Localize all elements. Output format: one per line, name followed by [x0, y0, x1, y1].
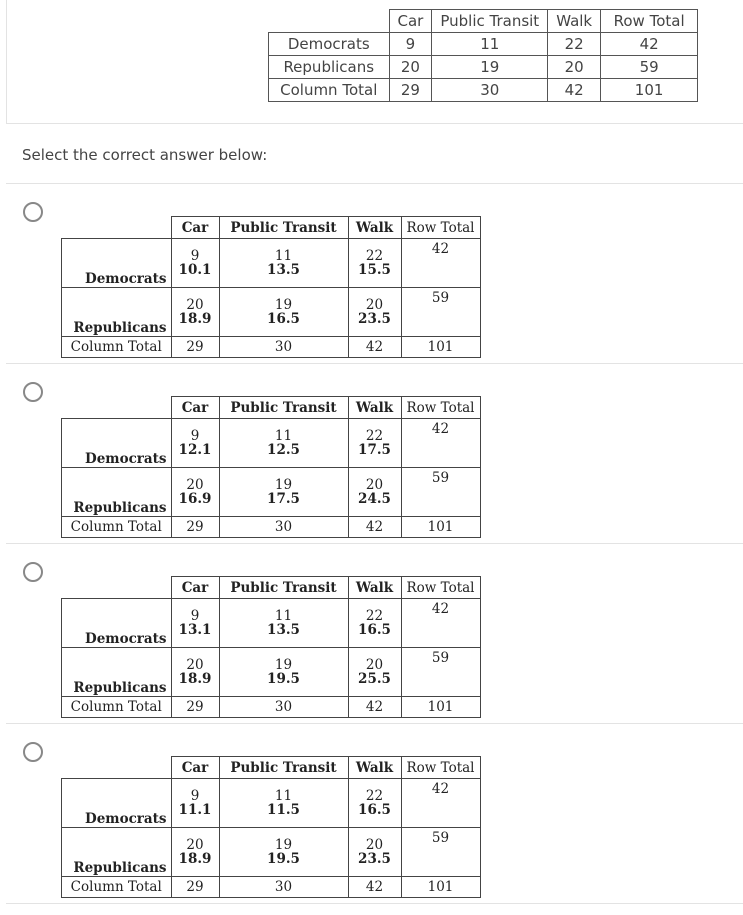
table-header-row	[62, 397, 481, 419]
answer-table	[61, 396, 481, 538]
header-cell: Walk	[348, 397, 401, 419]
row-total: 59	[401, 648, 480, 697]
cell-stack	[224, 298, 344, 326]
table-cell: 9	[389, 33, 432, 56]
cell-stack	[176, 249, 215, 277]
row-label: Republicans	[62, 468, 172, 517]
header-cell: Car	[171, 577, 219, 599]
header-cell: Public Transit	[432, 10, 548, 33]
header-cell: Public Transit	[219, 577, 348, 599]
row-total: 42	[401, 599, 480, 648]
table-cell: 101	[401, 517, 480, 538]
answer-table	[61, 756, 481, 898]
header-cell: Car	[171, 217, 219, 239]
table-row	[269, 79, 698, 102]
radio-button[interactable]	[23, 562, 43, 582]
cell-stack	[224, 838, 344, 866]
row-label: Column Total	[62, 337, 172, 358]
cell-stack	[224, 789, 344, 817]
expected-value: 10.1	[178, 262, 212, 278]
table-cell: 101	[401, 337, 480, 358]
column-total-row	[62, 517, 481, 538]
expected-value: 13.1	[178, 622, 212, 638]
table-row	[269, 56, 698, 79]
row-label: Column Total	[269, 79, 390, 102]
expected-value: 16.5	[358, 802, 391, 818]
table-cell: 22	[548, 33, 601, 56]
table-cell: 42	[548, 79, 601, 102]
table-cell: 29	[171, 517, 219, 538]
table-cell: 20	[389, 56, 432, 79]
panel-border	[6, 0, 7, 123]
row-label: Republicans	[62, 648, 172, 697]
table-cell	[171, 239, 219, 288]
blank-cell	[62, 217, 172, 239]
table-cell	[348, 599, 401, 648]
expected-value: 24.5	[358, 491, 391, 507]
row-label: Democrats	[269, 33, 390, 56]
cell-stack	[176, 478, 215, 506]
table-row	[62, 239, 481, 288]
table-cell: 29	[171, 697, 219, 718]
expected-value: 19.5	[267, 671, 300, 687]
table-cell: 42	[348, 877, 401, 898]
table-cell	[219, 779, 348, 828]
expected-value: 16.9	[178, 491, 212, 507]
observed-value: 9	[190, 608, 200, 624]
table-cell: 29	[171, 337, 219, 358]
observed-value: 11	[274, 428, 293, 444]
table-row	[62, 419, 481, 468]
table-cell: 101	[401, 877, 480, 898]
cell-stack	[224, 658, 344, 686]
table-cell	[348, 648, 401, 697]
header-cell: Public Transit	[219, 397, 348, 419]
table-header-row	[62, 577, 481, 599]
row-total: 42	[401, 419, 480, 468]
observed-value: 22	[365, 248, 384, 264]
table-cell: 11	[432, 33, 548, 56]
blank-cell	[62, 757, 172, 779]
table-row	[62, 779, 481, 828]
observed-value: 20	[186, 837, 204, 853]
cell-stack	[353, 838, 397, 866]
table-row	[269, 33, 698, 56]
answer-option-3[interactable]	[6, 543, 743, 723]
header-cell: Walk	[348, 217, 401, 239]
expected-value: 18.9	[178, 311, 212, 327]
header-cell: Car	[171, 757, 219, 779]
header-cell: Car	[171, 397, 219, 419]
row-label: Democrats	[62, 779, 172, 828]
row-label: Republicans	[269, 56, 390, 79]
observed-value: 19	[274, 657, 293, 673]
table-row	[62, 288, 481, 337]
cell-stack	[353, 249, 397, 277]
answer-table	[61, 216, 481, 358]
table-cell: 42	[348, 517, 401, 538]
expected-value: 25.5	[358, 671, 391, 687]
row-label: Democrats	[62, 599, 172, 648]
row-label: Column Total	[62, 517, 172, 538]
observed-value: 22	[365, 428, 384, 444]
observed-value: 11	[274, 788, 293, 804]
table-cell: 29	[171, 877, 219, 898]
column-total-row	[62, 877, 481, 898]
table-cell: 42	[348, 697, 401, 718]
row-label: Republicans	[62, 288, 172, 337]
answer-option-4[interactable]	[6, 723, 743, 903]
table-row	[62, 828, 481, 877]
cell-stack	[353, 789, 397, 817]
header-cell: Row Total	[401, 397, 480, 419]
blank-cell	[62, 577, 172, 599]
column-total-row	[62, 337, 481, 358]
header-cell: Row Total	[601, 10, 698, 33]
expected-value: 12.5	[267, 442, 300, 458]
cell-stack	[224, 478, 344, 506]
table-cell	[219, 239, 348, 288]
table-cell	[171, 468, 219, 517]
row-total: 59	[401, 288, 480, 337]
expected-value: 18.9	[178, 851, 212, 867]
expected-value: 12.1	[178, 442, 212, 458]
table-cell	[171, 648, 219, 697]
divider	[6, 123, 743, 124]
expected-value: 23.5	[358, 311, 391, 327]
table-cell	[219, 828, 348, 877]
table-cell	[348, 468, 401, 517]
row-label: Democrats	[62, 419, 172, 468]
table-cell: 30	[219, 517, 348, 538]
table-cell	[348, 779, 401, 828]
radio-button[interactable]	[23, 382, 43, 402]
row-total: 59	[401, 828, 480, 877]
table-cell	[219, 288, 348, 337]
table-cell: 30	[219, 877, 348, 898]
row-label: Republicans	[62, 828, 172, 877]
question-panel	[0, 0, 743, 123]
table-cell: 101	[601, 79, 698, 102]
row-total: 59	[401, 468, 480, 517]
cell-stack	[176, 838, 215, 866]
cell-stack	[224, 429, 344, 457]
answer-option-2[interactable]	[6, 363, 743, 543]
row-label: Democrats	[62, 239, 172, 288]
observed-value: 20	[186, 657, 204, 673]
expected-value: 23.5	[358, 851, 391, 867]
cell-stack	[176, 789, 215, 817]
radio-button[interactable]	[23, 202, 43, 222]
row-total: 42	[401, 779, 480, 828]
observed-value: 20	[186, 297, 204, 313]
header-cell: Walk	[348, 757, 401, 779]
observed-value: 19	[274, 477, 293, 493]
row-total: 42	[401, 239, 480, 288]
cell-stack	[176, 609, 215, 637]
expected-value: 13.5	[267, 262, 300, 278]
table-row	[62, 599, 481, 648]
observed-value: 9	[190, 788, 200, 804]
cell-stack	[224, 249, 344, 277]
cell-stack	[353, 429, 397, 457]
observed-value: 19	[274, 297, 293, 313]
table-cell: 30	[219, 337, 348, 358]
table-cell	[219, 648, 348, 697]
cell-stack	[176, 429, 215, 457]
header-cell	[269, 10, 390, 33]
table-cell	[348, 288, 401, 337]
header-cell: Public Transit	[219, 217, 348, 239]
observed-value: 20	[365, 477, 384, 493]
expected-value: 16.5	[267, 311, 300, 327]
table-cell	[171, 779, 219, 828]
table-row	[62, 648, 481, 697]
answer-option-1[interactable]	[6, 183, 743, 363]
observed-value: 20	[365, 837, 384, 853]
header-cell: Car	[389, 10, 432, 33]
table-cell	[348, 828, 401, 877]
table-cell	[171, 599, 219, 648]
observed-value: 22	[365, 608, 384, 624]
column-total-row	[62, 697, 481, 718]
table-cell: 30	[219, 697, 348, 718]
table-cell: 59	[601, 56, 698, 79]
prompt-text: Select the correct answer below:	[22, 146, 268, 164]
expected-value: 16.5	[358, 622, 391, 638]
observed-value: 20	[365, 297, 384, 313]
cell-stack	[353, 609, 397, 637]
expected-value: 13.5	[267, 622, 300, 638]
expected-value: 17.5	[358, 442, 391, 458]
row-label: Column Total	[62, 697, 172, 718]
table-header-row	[62, 757, 481, 779]
cell-stack	[353, 298, 397, 326]
header-cell: Walk	[348, 577, 401, 599]
expected-value: 11.5	[267, 802, 300, 818]
observed-value: 11	[274, 248, 293, 264]
table-cell: 30	[432, 79, 548, 102]
table-cell	[348, 239, 401, 288]
table-header-row	[269, 10, 698, 33]
observed-value: 22	[365, 788, 384, 804]
table-cell: 42	[601, 33, 698, 56]
divider	[6, 903, 743, 904]
table-cell	[171, 828, 219, 877]
cell-stack	[353, 658, 397, 686]
given-contingency-table	[268, 9, 698, 102]
expected-value: 15.5	[358, 262, 391, 278]
observed-value: 19	[274, 837, 293, 853]
table-cell	[219, 599, 348, 648]
cell-stack	[353, 478, 397, 506]
expected-value: 18.9	[178, 671, 212, 687]
table-cell: 19	[432, 56, 548, 79]
table-header-row	[62, 217, 481, 239]
answer-table	[61, 576, 481, 718]
table-cell	[348, 419, 401, 468]
expected-value: 17.5	[267, 491, 300, 507]
cell-stack	[176, 298, 215, 326]
table-cell: 101	[401, 697, 480, 718]
table-cell	[219, 419, 348, 468]
table-cell	[171, 419, 219, 468]
header-cell: Row Total	[401, 577, 480, 599]
table-cell: 42	[348, 337, 401, 358]
header-cell: Public Transit	[219, 757, 348, 779]
table-cell	[219, 468, 348, 517]
row-label: Column Total	[62, 877, 172, 898]
header-cell: Row Total	[401, 217, 480, 239]
table-cell: 20	[548, 56, 601, 79]
table-cell: 29	[389, 79, 432, 102]
observed-value: 9	[190, 428, 200, 444]
radio-button[interactable]	[23, 742, 43, 762]
expected-value: 19.5	[267, 851, 300, 867]
table-row	[62, 468, 481, 517]
expected-value: 11.1	[178, 802, 212, 818]
cell-stack	[224, 609, 344, 637]
observed-value: 20	[186, 477, 204, 493]
table-cell	[171, 288, 219, 337]
observed-value: 9	[190, 248, 200, 264]
header-cell: Walk	[548, 10, 601, 33]
header-cell: Row Total	[401, 757, 480, 779]
cell-stack	[176, 658, 215, 686]
blank-cell	[62, 397, 172, 419]
observed-value: 20	[365, 657, 384, 673]
observed-value: 11	[274, 608, 293, 624]
